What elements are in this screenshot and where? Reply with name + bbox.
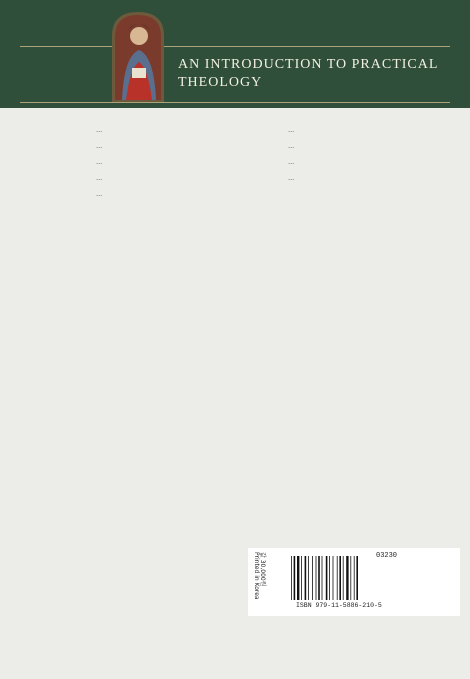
endorsement-paragraph bbox=[288, 158, 462, 167]
barcode-bar bbox=[318, 556, 320, 600]
barcode-bar bbox=[346, 556, 348, 600]
barcode-bar bbox=[312, 556, 313, 600]
barcode-bar bbox=[322, 556, 323, 600]
endorsement-paragraph bbox=[288, 126, 462, 135]
book-title: AN INTRODUCTION TO PRACTICAL THEOLOGY bbox=[178, 57, 438, 90]
endorsement-paragraph bbox=[288, 142, 462, 151]
endorsement-paragraph bbox=[96, 190, 274, 199]
endorsement-paragraph bbox=[288, 174, 462, 183]
barcode-bar bbox=[354, 556, 355, 600]
printed-in-label: Printed in Korea bbox=[253, 552, 260, 600]
barcode-bar bbox=[343, 556, 344, 600]
barcode-bar bbox=[339, 556, 341, 600]
endorsement-paragraph bbox=[96, 126, 274, 135]
endorsements-right-column bbox=[288, 126, 462, 190]
endorsement-text: … bbox=[96, 191, 103, 199]
barcode-bar bbox=[329, 556, 330, 600]
barcode-bar bbox=[326, 556, 328, 600]
endorsement-text: … bbox=[96, 143, 103, 151]
price-and-origin bbox=[254, 552, 274, 612]
endorsement-paragraph bbox=[96, 174, 274, 183]
endorsement-text: … bbox=[288, 143, 295, 151]
banner-rule-bottom bbox=[20, 102, 450, 103]
barcode-bar bbox=[337, 556, 338, 600]
endorsement-paragraph bbox=[96, 142, 274, 151]
endorsement-text: … bbox=[288, 127, 295, 134]
endorsement-paragraph bbox=[96, 158, 274, 167]
banner-rule-top bbox=[20, 46, 450, 47]
barcode-bar bbox=[350, 556, 351, 600]
barcode-bar bbox=[356, 556, 358, 600]
barcode-bar bbox=[333, 556, 334, 600]
price-label: 값 30,000원 bbox=[259, 552, 266, 587]
endorsements-left-column bbox=[96, 126, 274, 206]
endorsement-text: … bbox=[288, 159, 295, 167]
barcode-bar bbox=[294, 556, 296, 600]
endorsement-text: … bbox=[288, 175, 295, 183]
barcode-bar bbox=[316, 556, 317, 600]
endorsement-text: … bbox=[96, 159, 103, 167]
barcode-bar bbox=[291, 556, 292, 600]
barcode-bar bbox=[305, 556, 307, 600]
cover-banner bbox=[0, 0, 470, 108]
barcode-bar bbox=[301, 556, 302, 600]
barcode-bar bbox=[308, 556, 309, 600]
isbn-number: ISBN 979-11-5886-210-5 bbox=[296, 602, 382, 609]
barcode-bar bbox=[297, 556, 299, 600]
barcode-addon-code: 03230 bbox=[376, 552, 398, 560]
isbn-barcode-icon bbox=[290, 556, 364, 600]
endorsement-text: … bbox=[96, 127, 103, 134]
painted-portrait-icon bbox=[112, 12, 164, 102]
endorsement-text: … bbox=[96, 175, 103, 183]
